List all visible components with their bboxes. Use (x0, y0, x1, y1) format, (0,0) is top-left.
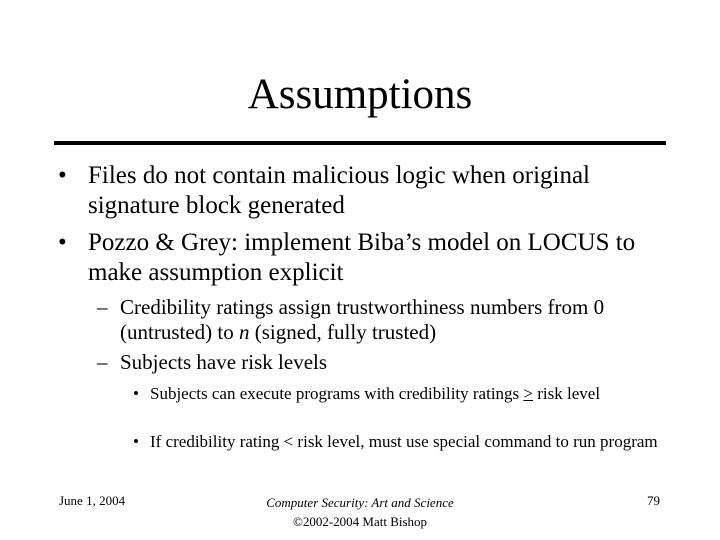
greater-equal-symbol: > (523, 384, 534, 403)
bullet-text: Files do not contain malicious logic when original signature block generated (88, 162, 591, 219)
subbullet-marker: – (97, 295, 108, 319)
subbullet-text: Subjects have risk levels (120, 350, 328, 374)
subbullet-text-part: (signed, fully trusted) (249, 320, 437, 344)
bullet-marker: • (58, 162, 67, 189)
bullet-marker: • (58, 229, 67, 256)
subsubbullet-item (133, 384, 663, 404)
subbullet-text-part: Credibility ratings assign trustworthiness numbers from 0 (untrusted) to (120, 295, 605, 344)
footer-course-title: Computer Security: Art and Science (266, 495, 454, 510)
bullet-item (58, 228, 668, 288)
subsubbullet-marker: • (133, 384, 139, 403)
subsubbullet-text (150, 384, 663, 404)
subbullet-item (97, 295, 672, 345)
subbullet-marker: – (97, 350, 108, 374)
subsubbullet-text-part: risk level (533, 384, 601, 403)
subbullet-text (120, 295, 672, 345)
footer-copyright: ©2002-2004 Matt Bishop (292, 514, 428, 529)
title-underline (54, 141, 666, 145)
subbullet-text-italic: n (238, 320, 250, 344)
subsubbullet-text-part: Subjects can execute programs with credibility ratings (150, 384, 524, 403)
bullet-item (58, 161, 668, 221)
subsubbullet-marker: • (133, 432, 139, 451)
bullet-text: Pozzo & Grey: implement Biba’s model on LOCUS to make assumption explicit (88, 229, 636, 286)
page-number: 79 (647, 493, 660, 508)
subsubbullet-item (133, 432, 663, 452)
footer-course-info (210, 493, 510, 531)
subsubbullet-text: If credibility rating < risk level, must use special command to run program (150, 432, 658, 451)
subbullet-item (97, 350, 672, 375)
footer-date: June 1, 2004 (59, 493, 126, 508)
slide-title: Assumptions (247, 71, 473, 118)
